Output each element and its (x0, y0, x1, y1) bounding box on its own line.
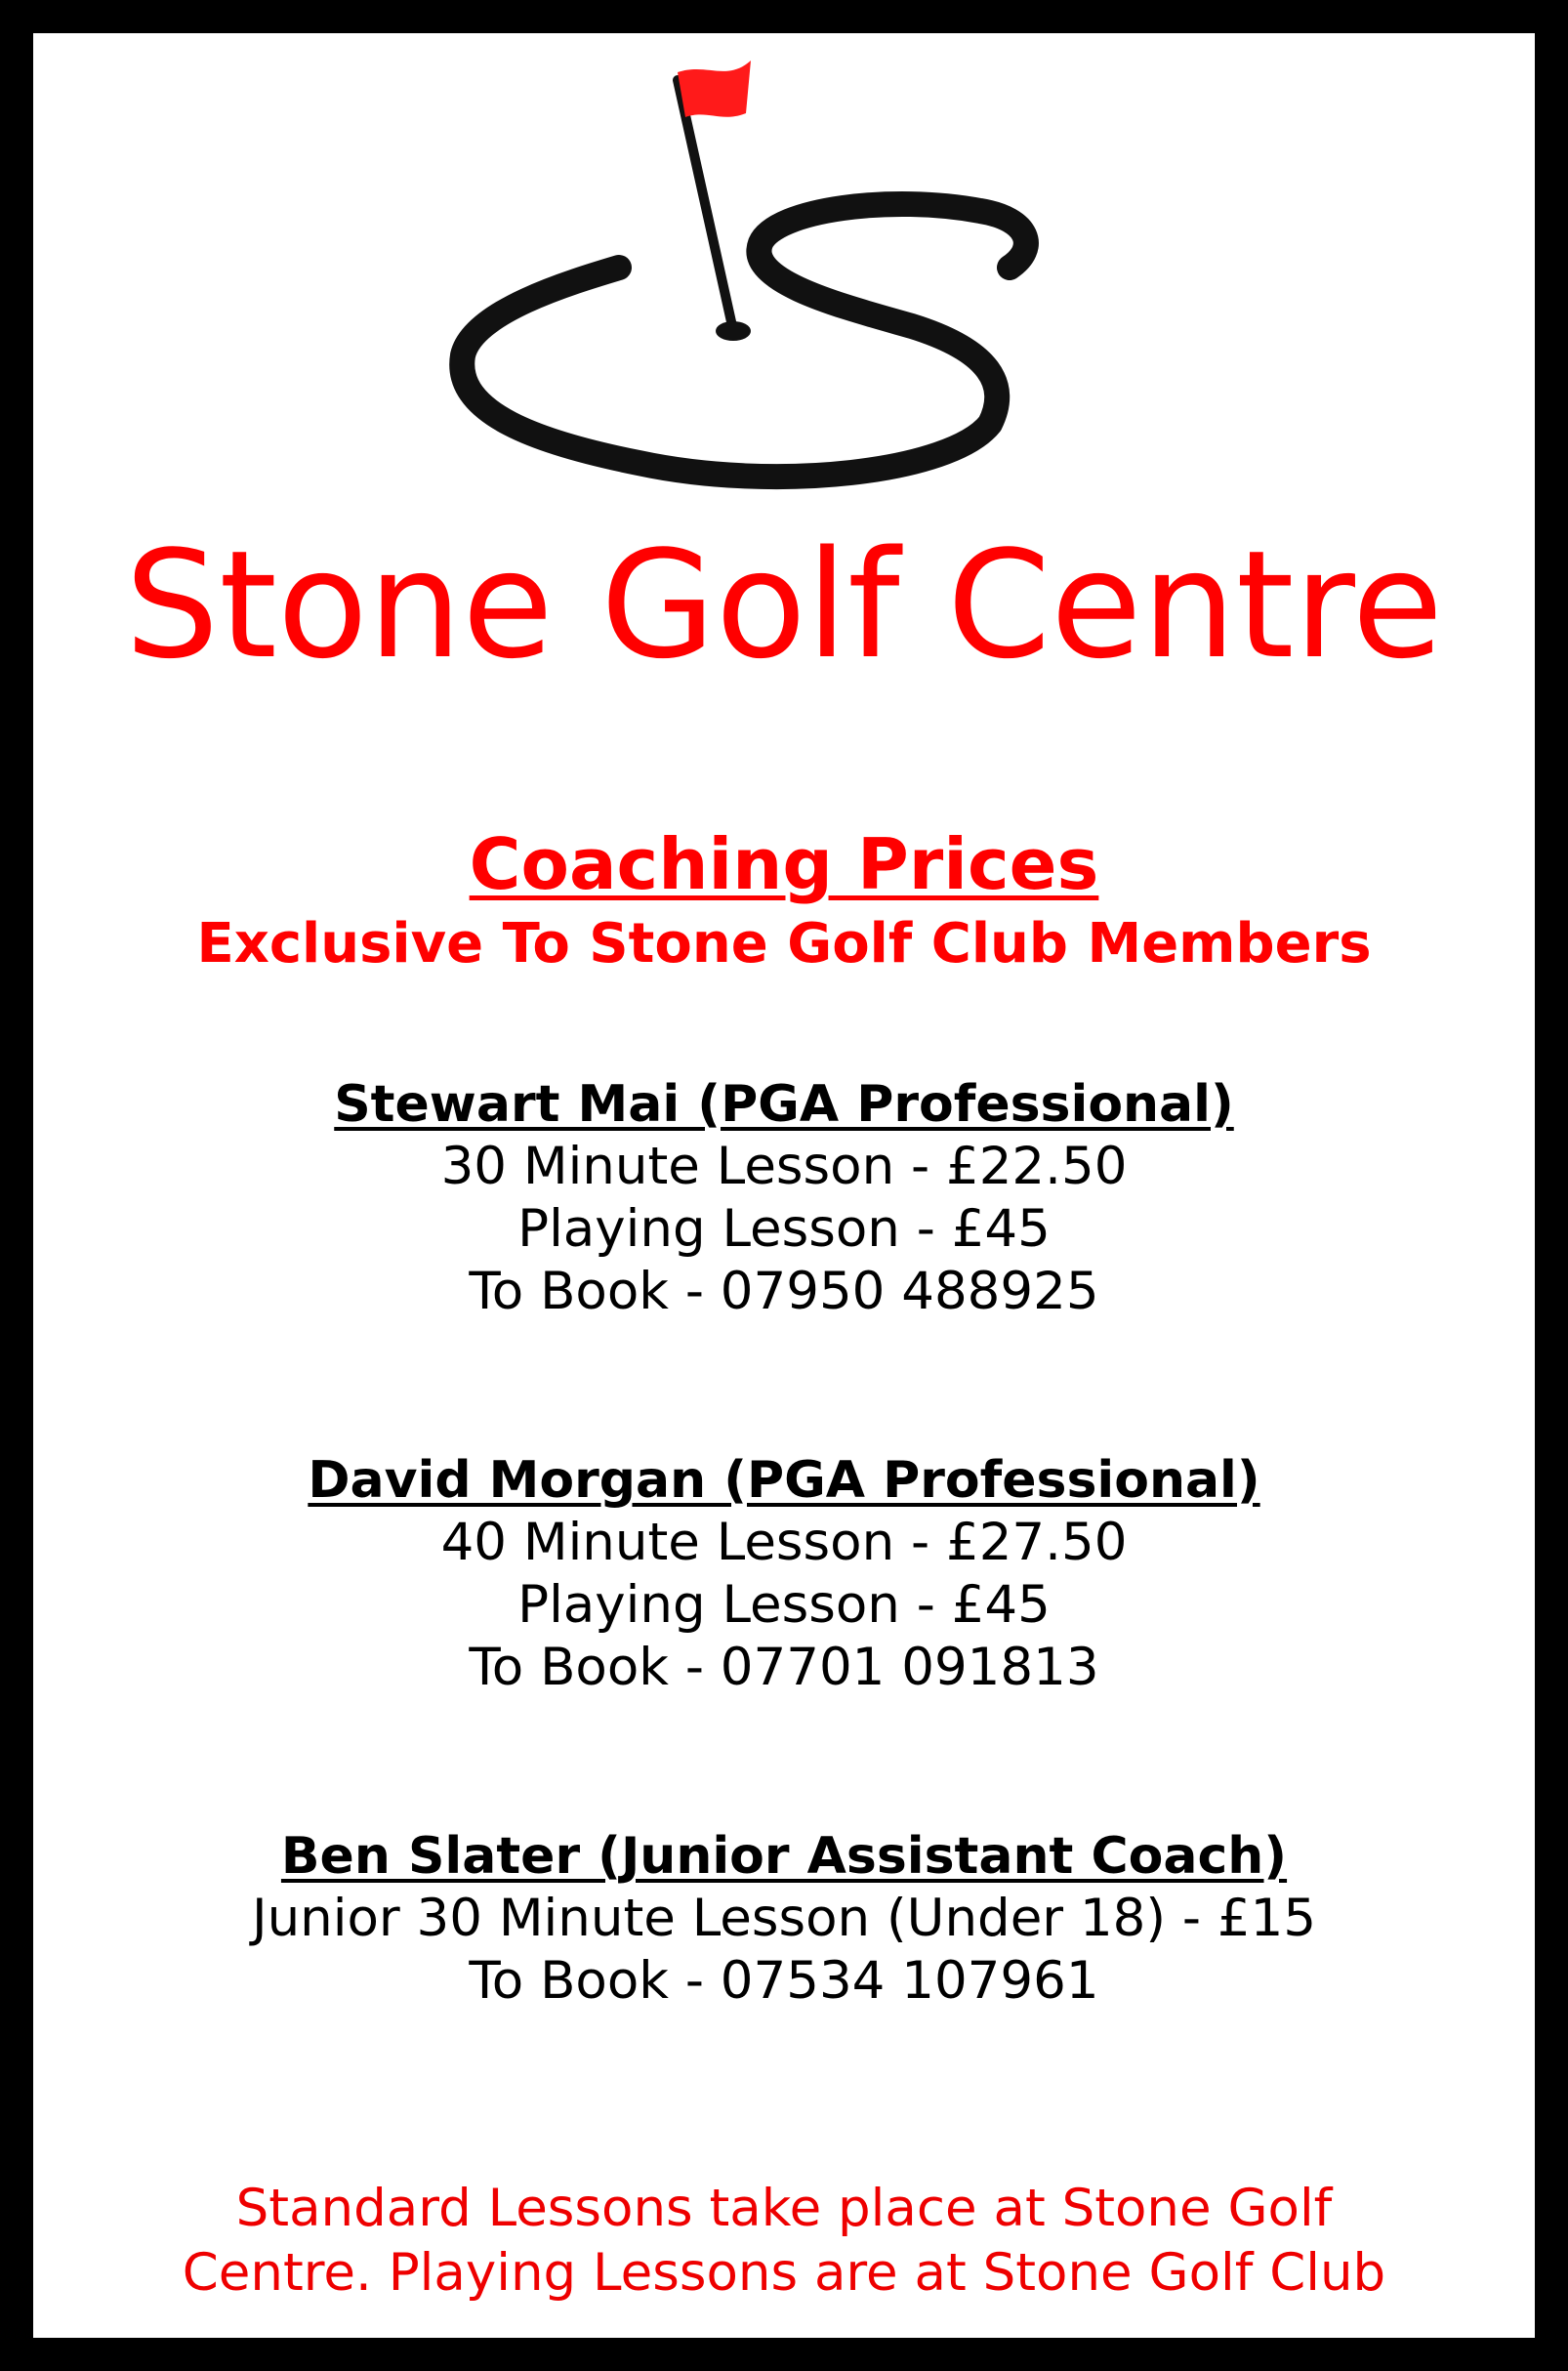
coach-booking-line: To Book - 07950 488925 (469, 1262, 1099, 1321)
coach-price-line: 40 Minute Lesson - £27.50 (440, 1513, 1128, 1572)
coach-booking-line: To Book - 07534 107961 (469, 1951, 1099, 2011)
coach-booking-line: To Book - 07701 091813 (469, 1638, 1099, 1697)
coach-name: Stewart Mai (PGA Professional) (334, 1075, 1234, 1134)
members-subheading: Exclusive To Stone Golf Club Members (196, 912, 1372, 976)
poster (33, 33, 1535, 2338)
footer-line: Centre. Playing Lessons are at Stone Golf Club (182, 2243, 1386, 2303)
coach-name: David Morgan (PGA Professional) (308, 1451, 1260, 1510)
golf-flag-s-logo-icon (33, 33, 1535, 521)
coach-price-line: 30 Minute Lesson - £22.50 (440, 1137, 1128, 1196)
coach-name: Ben Slater (Junior Assistant Coach) (280, 1827, 1288, 1886)
coach-price-line: Playing Lesson - £45 (517, 1199, 1051, 1259)
flag (678, 61, 751, 117)
footer-note (33, 2177, 1535, 2306)
golf-hole (716, 321, 751, 341)
coach-block (33, 1073, 1535, 1323)
coach-block (33, 1825, 1535, 2013)
footer-line: Standard Lessons take place at Stone Golf (235, 2179, 1333, 2238)
page-title: Stone Golf Centre (124, 519, 1444, 691)
coach-price-line: Playing Lesson - £45 (517, 1575, 1051, 1635)
s-stroke (462, 204, 1026, 477)
coaching-prices-heading: Coaching Prices (469, 823, 1099, 905)
coach-price-line: Junior 30 Minute Lesson (Under 18) - £15 (251, 1889, 1317, 1948)
coach-block (33, 1449, 1535, 1699)
